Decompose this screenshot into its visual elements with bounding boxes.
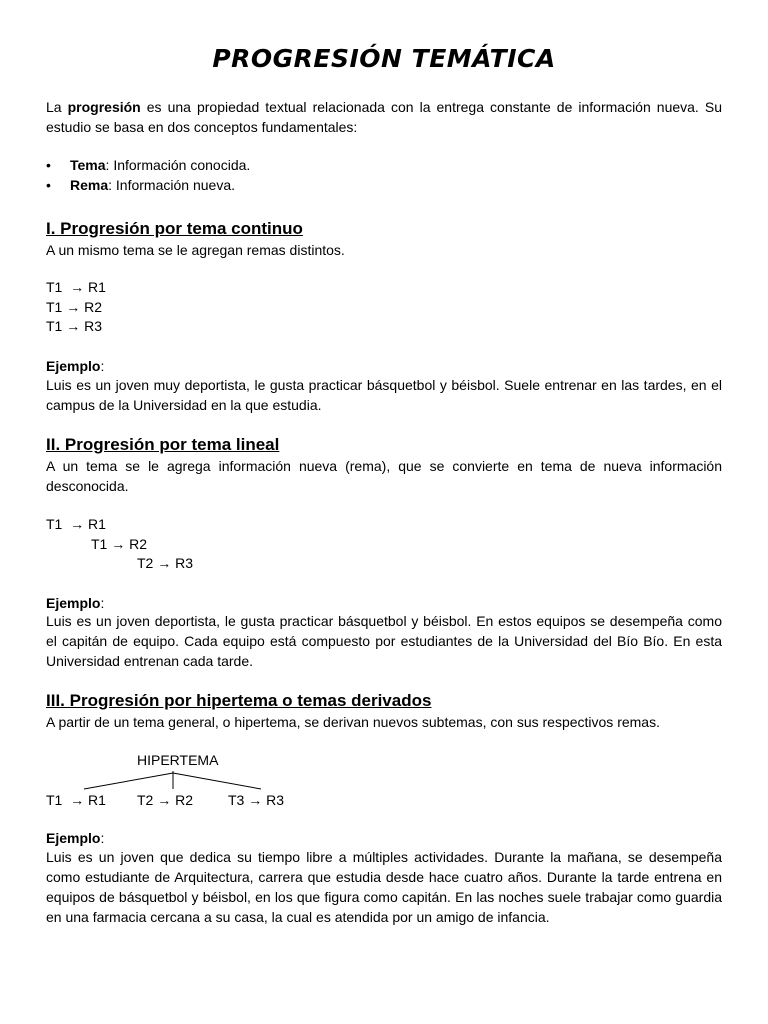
section-3-scheme-item-2: T2 → R2 [137, 792, 194, 808]
concept-term: Tema [70, 157, 106, 173]
section-3-example-text: Luis es un joven que dedica su tiempo libre a múltiples actividades. Durante la mañana, se desempeña como estudiante de Arquitectura, carrera que estudia desde hace cuatro años. Durante la tarde entrena en equipos de básquetbol y béisbol, en los que figura como capitán. En las noches suele trabajar como guardia en una farmacia cercana a su casa, la cual es atendida por un amigo de infancia. [46, 849, 722, 925]
section-3-example-label: Ejemplo: [46, 830, 105, 846]
document-title: PROGRESIÓN TEMÁTICA [212, 44, 556, 73]
intro-post: es una propiedad textual relacionada con la entrega constante de información nueva. Su estudio se basa en dos conceptos fundamentales: [46, 99, 722, 135]
section-1-description: A un mismo tema se le agregan remas distintos. [46, 242, 345, 258]
section-3-heading: III. Progresión por hipertema o temas derivados [46, 691, 432, 710]
section-2-example-label: Ejemplo: [46, 595, 105, 611]
section-2-example-text: Luis es un joven deportista, le gusta practicar básquetbol y béisbol. En estos equipos se desempeña como el capitán de equipo. Cada equipo está compuesto por estudiantes de la Universidad del Bío Bío. En esta Universidad entrenan cada tarde. [46, 613, 722, 669]
section-1-example-label: Ejemplo: [46, 358, 105, 374]
hypertheme-label: HIPERTEMA [137, 752, 219, 768]
section-2-scheme-line-1: T1 → R1 [46, 516, 106, 532]
section-1-example-text: Luis es un joven muy deportista, le gusta practicar básquetbol y béisbol. Suele entrenar en las tardes, en el campus de la Universidad en la que estudia. [46, 377, 722, 413]
section-2-description: A un tema se le agrega información nueva (rema), que se convierte en tema de nueva información desconocida. [46, 458, 722, 494]
section-2-scheme-line-3: T2 → R3 [137, 555, 194, 571]
concept-definition: : Información nueva. [108, 177, 235, 193]
intro-bold-term: progresión [67, 99, 141, 115]
section-1-scheme-line-2: T1 → R2 [46, 299, 103, 315]
concept-term: Rema [70, 177, 109, 193]
section-1-scheme-line-3: T1 → R3 [46, 318, 103, 334]
section-2-heading: II. Progresión por tema lineal [46, 435, 280, 454]
section-1-heading: I. Progresión por tema continuo [46, 219, 303, 238]
section-3-description: A partir de un tema general, o hipertema, se derivan nuevos subtemas, con sus respectivos remas. [46, 714, 660, 730]
section-3-scheme-item-1: T1 → R1 [46, 792, 106, 808]
section-2-scheme-line-2: T1 → R2 [91, 536, 148, 552]
concept-definition: : Información conocida. [105, 157, 251, 173]
intro-pre: La [46, 99, 68, 115]
section-3-scheme-item-3: T3 → R3 [228, 792, 285, 808]
section-1-scheme-line-1: T1 → R1 [46, 279, 106, 295]
